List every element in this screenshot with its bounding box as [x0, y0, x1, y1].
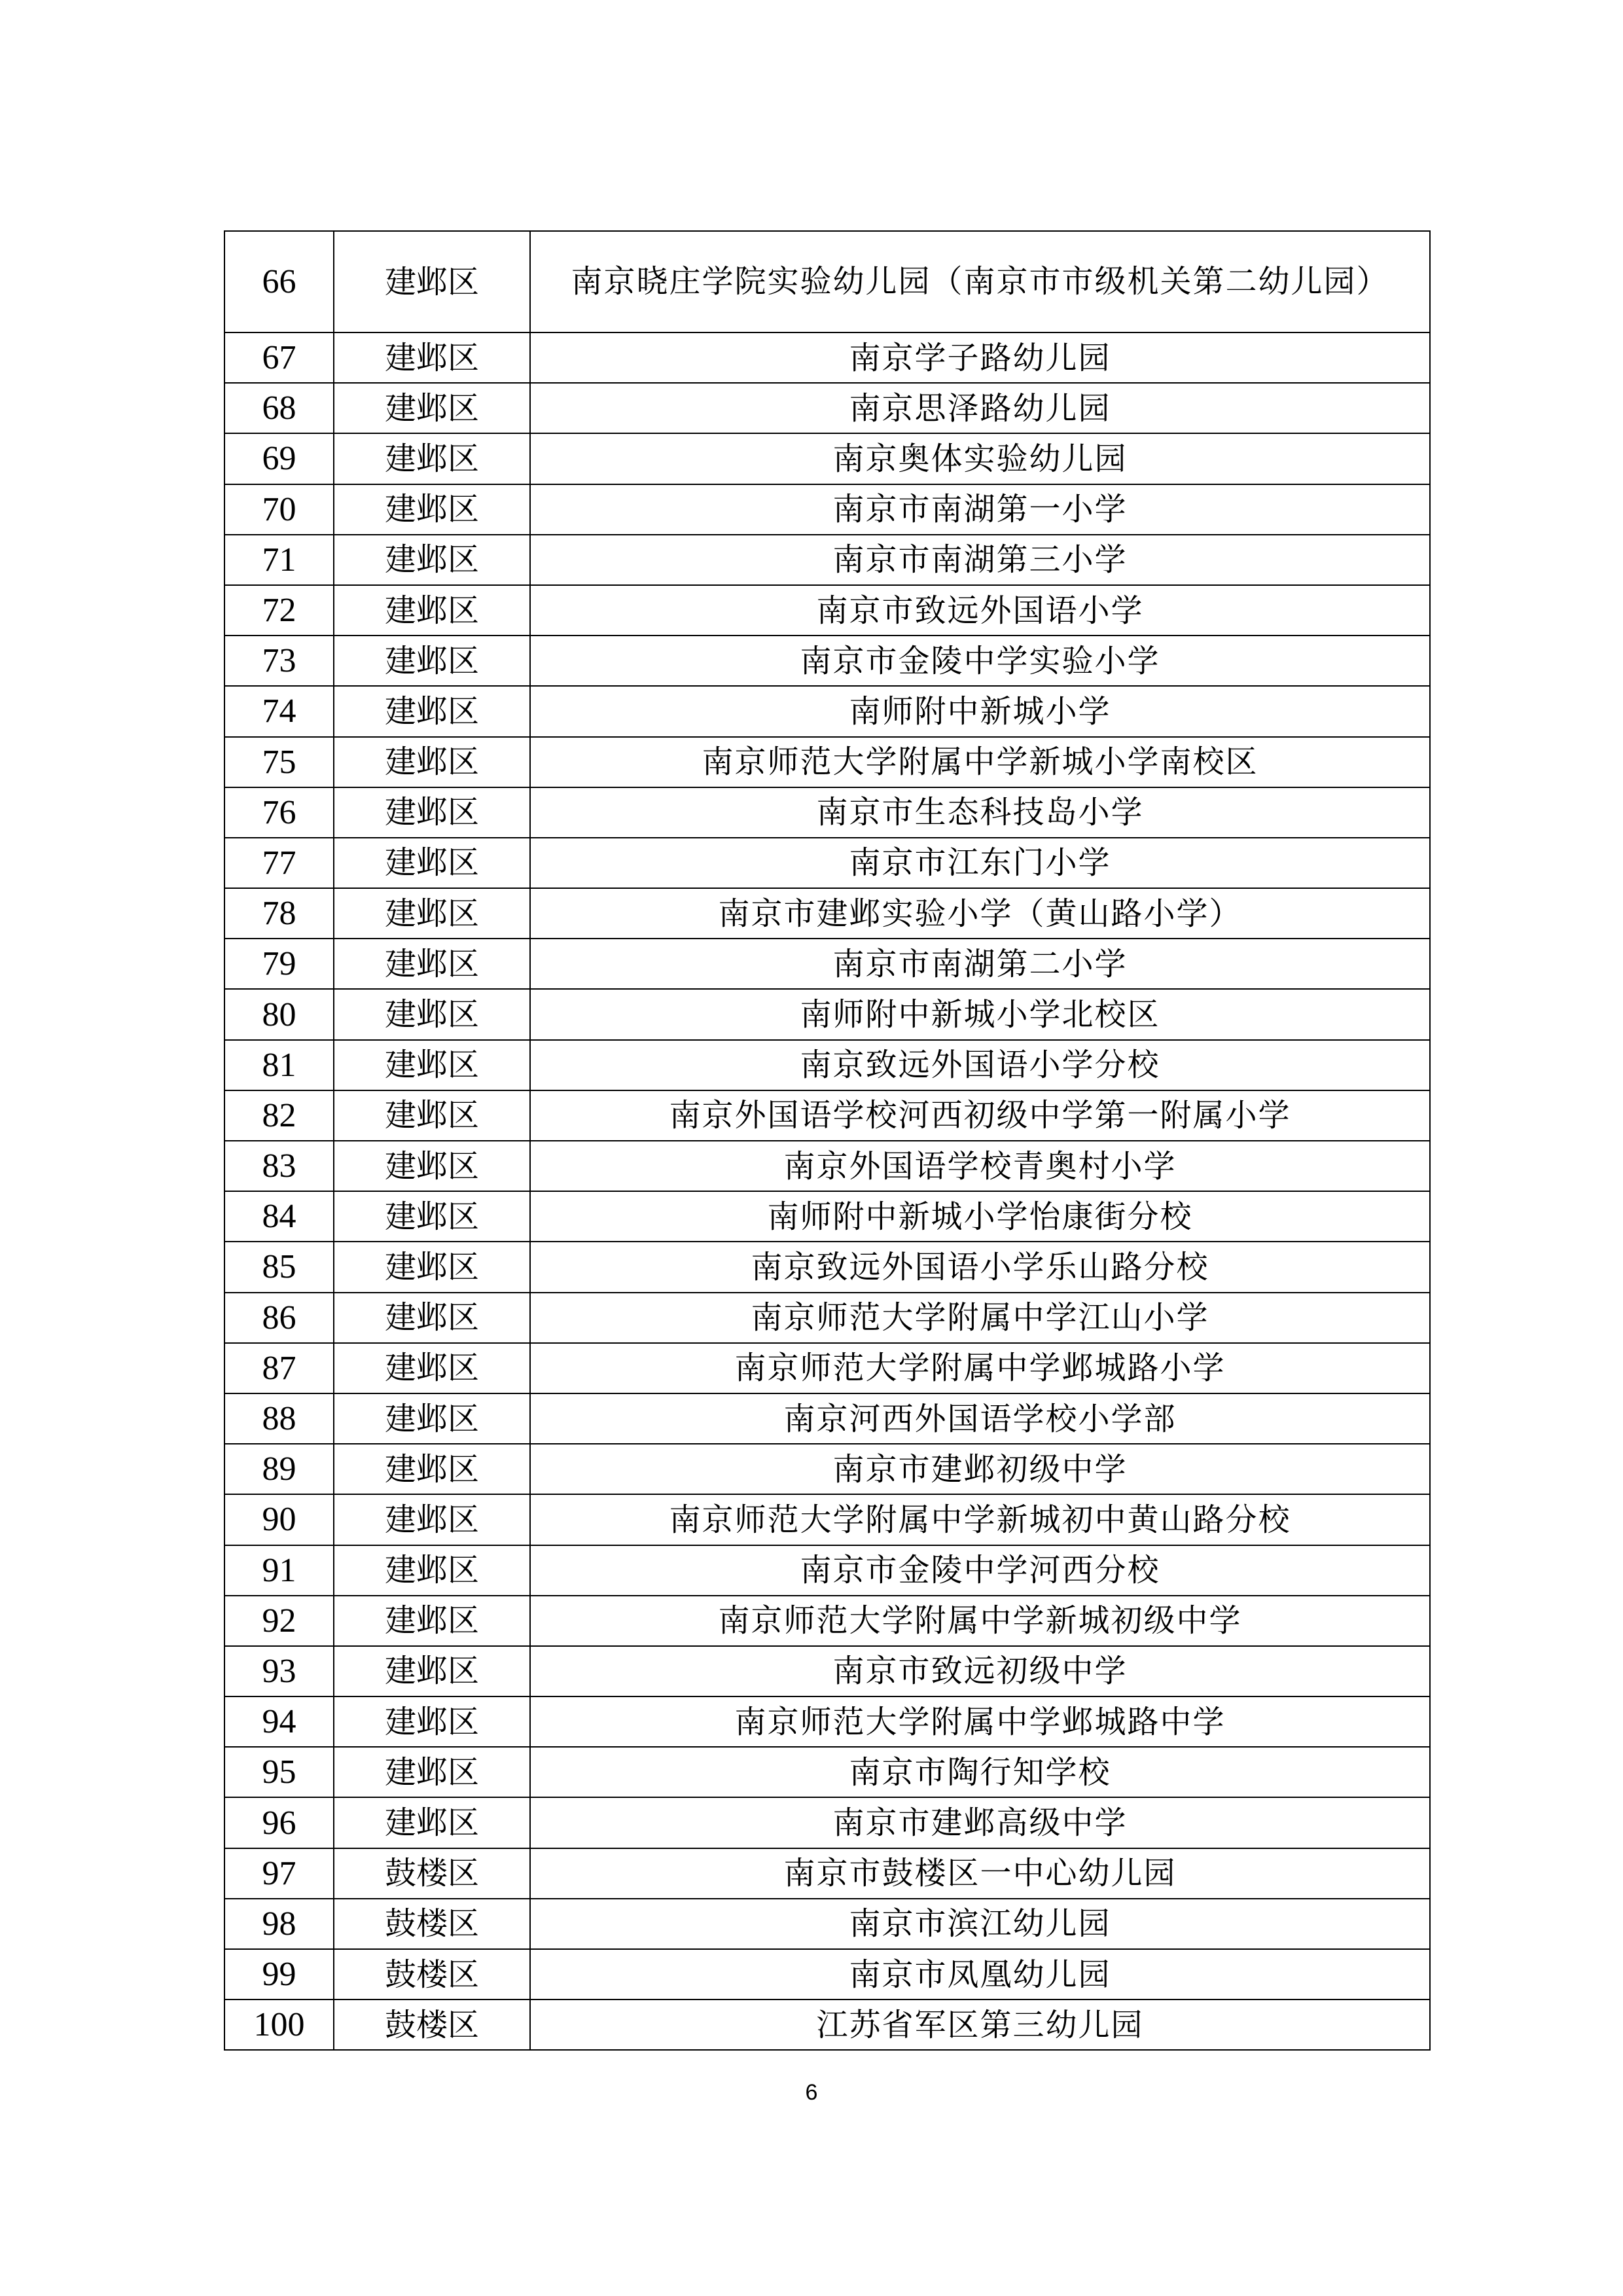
school-name-cell: 南京市建邺高级中学 — [530, 1797, 1430, 1848]
table-row — [224, 1191, 1430, 1242]
row-number: 84 — [224, 1191, 334, 1242]
table-row — [224, 433, 1430, 484]
row-number: 89 — [224, 1444, 334, 1494]
school-name-cell: 南京市南湖第二小学 — [530, 939, 1430, 989]
table-row — [224, 1747, 1430, 1797]
row-number: 96 — [224, 1797, 334, 1848]
row-number: 88 — [224, 1393, 334, 1444]
district-cell: 建邺区 — [334, 383, 530, 433]
row-number: 83 — [224, 1141, 334, 1191]
table-row — [224, 1899, 1430, 1949]
school-name-cell: 南京市南湖第三小学 — [530, 535, 1430, 585]
school-name-cell: 南师附中新城小学 — [530, 686, 1430, 736]
table-row — [224, 383, 1430, 433]
school-name-cell: 南京市生态科技岛小学 — [530, 787, 1430, 838]
table-row — [224, 1040, 1430, 1090]
school-name-cell: 南京师范大学附属中学新城初中黄山路分校 — [530, 1494, 1430, 1545]
row-number: 80 — [224, 989, 334, 1039]
school-name-cell: 南京市凤凰幼儿园 — [530, 1949, 1430, 2000]
school-name-cell: 江苏省军区第三幼儿园 — [530, 2000, 1430, 2050]
table-row — [224, 1949, 1430, 2000]
district-cell: 建邺区 — [334, 332, 530, 383]
school-name-cell: 南京市陶行知学校 — [530, 1747, 1430, 1797]
school-name-cell: 南京师范大学附属中学邺城路中学 — [530, 1696, 1430, 1747]
school-name-cell: 南京外国语学校青奥村小学 — [530, 1141, 1430, 1191]
table-row — [224, 787, 1430, 838]
row-number: 90 — [224, 1494, 334, 1545]
district-cell: 建邺区 — [334, 1545, 530, 1596]
table-row — [224, 1696, 1430, 1747]
school-name-cell: 南京市金陵中学实验小学 — [530, 636, 1430, 686]
school-name-cell: 南京河西外国语学校小学部 — [530, 1393, 1430, 1444]
school-name-cell: 南师附中新城小学北校区 — [530, 989, 1430, 1039]
table-row — [224, 1646, 1430, 1696]
row-number: 68 — [224, 383, 334, 433]
district-cell: 建邺区 — [334, 1393, 530, 1444]
district-cell: 建邺区 — [334, 1444, 530, 1494]
school-list-table — [224, 230, 1431, 2051]
district-cell: 建邺区 — [334, 1141, 530, 1191]
row-number: 86 — [224, 1293, 334, 1343]
table-row — [224, 1848, 1430, 1899]
table-row — [224, 1596, 1430, 1646]
table-row — [224, 939, 1430, 989]
row-number: 78 — [224, 888, 334, 939]
school-name-cell: 南京市建邺实验小学（黄山路小学） — [530, 888, 1430, 939]
school-name-cell: 南京市滨江幼儿园 — [530, 1899, 1430, 1949]
table-row — [224, 686, 1430, 736]
row-number: 99 — [224, 1949, 334, 2000]
school-name-cell: 南京致远外国语小学分校 — [530, 1040, 1430, 1090]
district-cell: 建邺区 — [334, 989, 530, 1039]
table-row — [224, 1444, 1430, 1494]
district-cell: 建邺区 — [334, 585, 530, 636]
school-name-cell: 南师附中新城小学怡康街分校 — [530, 1191, 1430, 1242]
table-row — [224, 636, 1430, 686]
table-row — [224, 888, 1430, 939]
table-row — [224, 535, 1430, 585]
district-cell: 建邺区 — [334, 1040, 530, 1090]
school-name-cell: 南京晓庄学院实验幼儿园（南京市市级机关第二幼儿园） — [530, 231, 1430, 332]
row-number: 67 — [224, 332, 334, 383]
page-number: 6 — [805, 2080, 818, 2105]
district-cell: 建邺区 — [334, 1696, 530, 1747]
school-name-cell: 南京奥体实验幼儿园 — [530, 433, 1430, 484]
row-number: 100 — [224, 2000, 334, 2050]
district-cell: 建邺区 — [334, 888, 530, 939]
district-cell: 鼓楼区 — [334, 1899, 530, 1949]
row-number: 71 — [224, 535, 334, 585]
school-name-cell: 南京市致远外国语小学 — [530, 585, 1430, 636]
district-cell: 建邺区 — [334, 939, 530, 989]
table-row — [224, 484, 1430, 535]
district-cell: 建邺区 — [334, 737, 530, 787]
district-cell: 鼓楼区 — [334, 1848, 530, 1899]
table-row — [224, 231, 1430, 332]
school-name-cell: 南京师范大学附属中学江山小学 — [530, 1293, 1430, 1343]
district-cell: 建邺区 — [334, 484, 530, 535]
school-name-cell: 南京学子路幼儿园 — [530, 332, 1430, 383]
row-number: 82 — [224, 1090, 334, 1141]
school-name-cell: 南京师范大学附属中学邺城路小学 — [530, 1343, 1430, 1393]
district-cell: 建邺区 — [334, 1293, 530, 1343]
school-name-cell: 南京师范大学附属中学新城初级中学 — [530, 1596, 1430, 1646]
row-number: 91 — [224, 1545, 334, 1596]
district-cell: 建邺区 — [334, 433, 530, 484]
school-name-cell: 南京市建邺初级中学 — [530, 1444, 1430, 1494]
district-cell: 建邺区 — [334, 1596, 530, 1646]
school-name-cell: 南京市致远初级中学 — [530, 1646, 1430, 1696]
row-number: 74 — [224, 686, 334, 736]
district-cell: 建邺区 — [334, 838, 530, 888]
table-row — [224, 737, 1430, 787]
table-row — [224, 1141, 1430, 1191]
row-number: 73 — [224, 636, 334, 686]
row-number: 93 — [224, 1646, 334, 1696]
table-row — [224, 1090, 1430, 1141]
table-row — [224, 989, 1430, 1039]
school-name-cell: 南京致远外国语小学乐山路分校 — [530, 1242, 1430, 1292]
school-name-cell: 南京思泽路幼儿园 — [530, 383, 1430, 433]
row-number: 66 — [224, 231, 334, 332]
district-cell: 建邺区 — [334, 787, 530, 838]
district-cell: 建邺区 — [334, 636, 530, 686]
district-cell: 建邺区 — [334, 1797, 530, 1848]
row-number: 79 — [224, 939, 334, 989]
school-name-cell: 南京市江东门小学 — [530, 838, 1430, 888]
table-row — [224, 1545, 1430, 1596]
table-body — [224, 231, 1430, 2050]
table-row — [224, 1494, 1430, 1545]
school-name-cell: 南京市金陵中学河西分校 — [530, 1545, 1430, 1596]
row-number: 97 — [224, 1848, 334, 1899]
school-name-cell: 南京市南湖第一小学 — [530, 484, 1430, 535]
table-row — [224, 838, 1430, 888]
row-number: 81 — [224, 1040, 334, 1090]
row-number: 72 — [224, 585, 334, 636]
district-cell: 建邺区 — [334, 1747, 530, 1797]
row-number: 94 — [224, 1696, 334, 1747]
table-row — [224, 585, 1430, 636]
district-cell: 建邺区 — [334, 1343, 530, 1393]
row-number: 75 — [224, 737, 334, 787]
district-cell: 建邺区 — [334, 1646, 530, 1696]
table-row — [224, 332, 1430, 383]
row-number: 69 — [224, 433, 334, 484]
table-row — [224, 1393, 1430, 1444]
table-row — [224, 1242, 1430, 1292]
row-number: 76 — [224, 787, 334, 838]
school-name-cell: 南京外国语学校河西初级中学第一附属小学 — [530, 1090, 1430, 1141]
district-cell: 建邺区 — [334, 1090, 530, 1141]
row-number: 87 — [224, 1343, 334, 1393]
district-cell: 建邺区 — [334, 1242, 530, 1292]
school-name-cell: 南京师范大学附属中学新城小学南校区 — [530, 737, 1430, 787]
district-cell: 建邺区 — [334, 686, 530, 736]
row-number: 85 — [224, 1242, 334, 1292]
district-cell: 鼓楼区 — [334, 2000, 530, 2050]
district-cell: 建邺区 — [334, 1191, 530, 1242]
row-number: 77 — [224, 838, 334, 888]
table-row — [224, 1293, 1430, 1343]
table-row — [224, 1797, 1430, 1848]
school-name-cell: 南京市鼓楼区一中心幼儿园 — [530, 1848, 1430, 1899]
row-number: 92 — [224, 1596, 334, 1646]
district-cell: 建邺区 — [334, 1494, 530, 1545]
district-cell: 建邺区 — [334, 231, 530, 332]
row-number: 98 — [224, 1899, 334, 1949]
district-cell: 鼓楼区 — [334, 1949, 530, 2000]
row-number: 70 — [224, 484, 334, 535]
district-cell: 建邺区 — [334, 535, 530, 585]
row-number: 95 — [224, 1747, 334, 1797]
table-row — [224, 2000, 1430, 2050]
table-row — [224, 1343, 1430, 1393]
